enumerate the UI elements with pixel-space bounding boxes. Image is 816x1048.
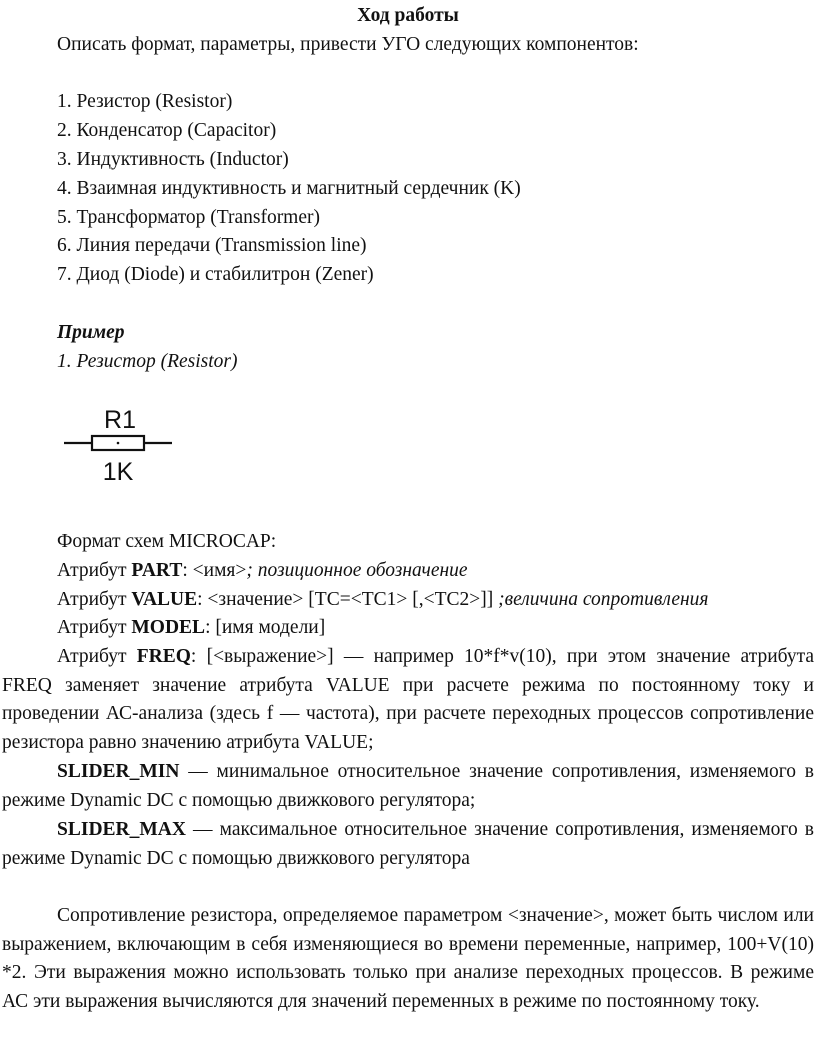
example-heading: Пример (57, 322, 125, 343)
attr-part-line (57, 557, 468, 586)
attr-part-name: PART (131, 560, 183, 581)
component-item-2: 2. Конденсатор (Capacitor) (57, 120, 277, 141)
attr-freq-name: FREQ (136, 646, 191, 667)
intro-text: Описать формат, параметры, привести УГО следующих компонентов: (57, 34, 639, 55)
slider-min-name: SLIDER_MIN (57, 761, 180, 782)
attr-part-comment: ; позиционное обозначение (246, 560, 468, 581)
attr-part-syntax: : <имя> (182, 560, 247, 581)
page-title: Ход работы (357, 5, 459, 26)
slider-max-paragraph (2, 816, 814, 873)
attr-value-prefix: Атрибут (57, 589, 132, 610)
attr-part-prefix: Атрибут (57, 560, 132, 581)
component-item-5: 5. Трансформатор (Transformer) (57, 207, 320, 228)
attr-freq-description: : [<выражение>] — например 10*f*v(10), при этом значение атрибута FREQ заменяет значение атрибута VALUE при расчете режима по постоянному току и проведении АС-анализа (здесь f — частота), при расчете переходных процессов сопротивление резистора равно значению атрибута VALUE; (2, 646, 814, 754)
attr-value-comment: ;величина сопротивления (498, 589, 709, 610)
slider-max-description: — максимальное относительное значение сопротивления, изменяемого в режиме Dynamic DC с помощью движкового регулятора (2, 819, 814, 869)
component-item-4: 4. Взаимная индуктивность и магнитный сердечник (K) (57, 178, 521, 199)
example-item: 1. Резистор (Resistor) (57, 351, 238, 372)
attr-value-name: VALUE (131, 589, 198, 610)
component-item-6: 6. Линия передачи (Transmission line) (57, 235, 367, 256)
slider-max-name: SLIDER_MAX (57, 819, 186, 840)
attr-model-name: MODEL (131, 617, 206, 638)
component-item-1: 1. Резистор (Resistor) (57, 91, 233, 112)
slider-min-description: — минимальное относительное значение сопротивления, изменяемого в режиме Dynamic DC с помощью движкового регулятора; (2, 761, 814, 811)
attr-freq-paragraph (2, 643, 814, 758)
format-heading: Формат схем MICROCAP: (57, 531, 277, 552)
attr-value-line (57, 586, 709, 615)
closing-paragraph: Сопротивление резистора, определяемое параметром <значение>, может быть числом или выражением, включающим в себя изменяющиеся во времени переменные, например, 100+V(10) *2. Эти выражения можно использовать только при анализе переходных процессов. В режиме АС эти выражения вычисляются для значений переменных в режиме по постоянному току. (2, 905, 814, 1013)
attr-model-syntax: : [имя модели] (205, 617, 326, 638)
resistor-value-label: 1K (102, 458, 134, 486)
component-item-7: 7. Диод (Diode) и стабилитрон (Zener) (57, 264, 374, 285)
slider-min-paragraph (2, 758, 814, 815)
attr-model-prefix: Атрибут (57, 617, 132, 638)
resistor-symbol (60, 400, 180, 490)
attr-freq-prefix: Атрибут (57, 646, 137, 667)
resistor-ref-label: R1 (104, 406, 136, 434)
resistor-dot (117, 442, 120, 445)
attr-model-line (57, 614, 325, 643)
component-item-3: 3. Индуктивность (Inductor) (57, 149, 289, 170)
attr-value-syntax: : <значение> [TC=<TC1> [,<TC2>]] (197, 589, 499, 610)
